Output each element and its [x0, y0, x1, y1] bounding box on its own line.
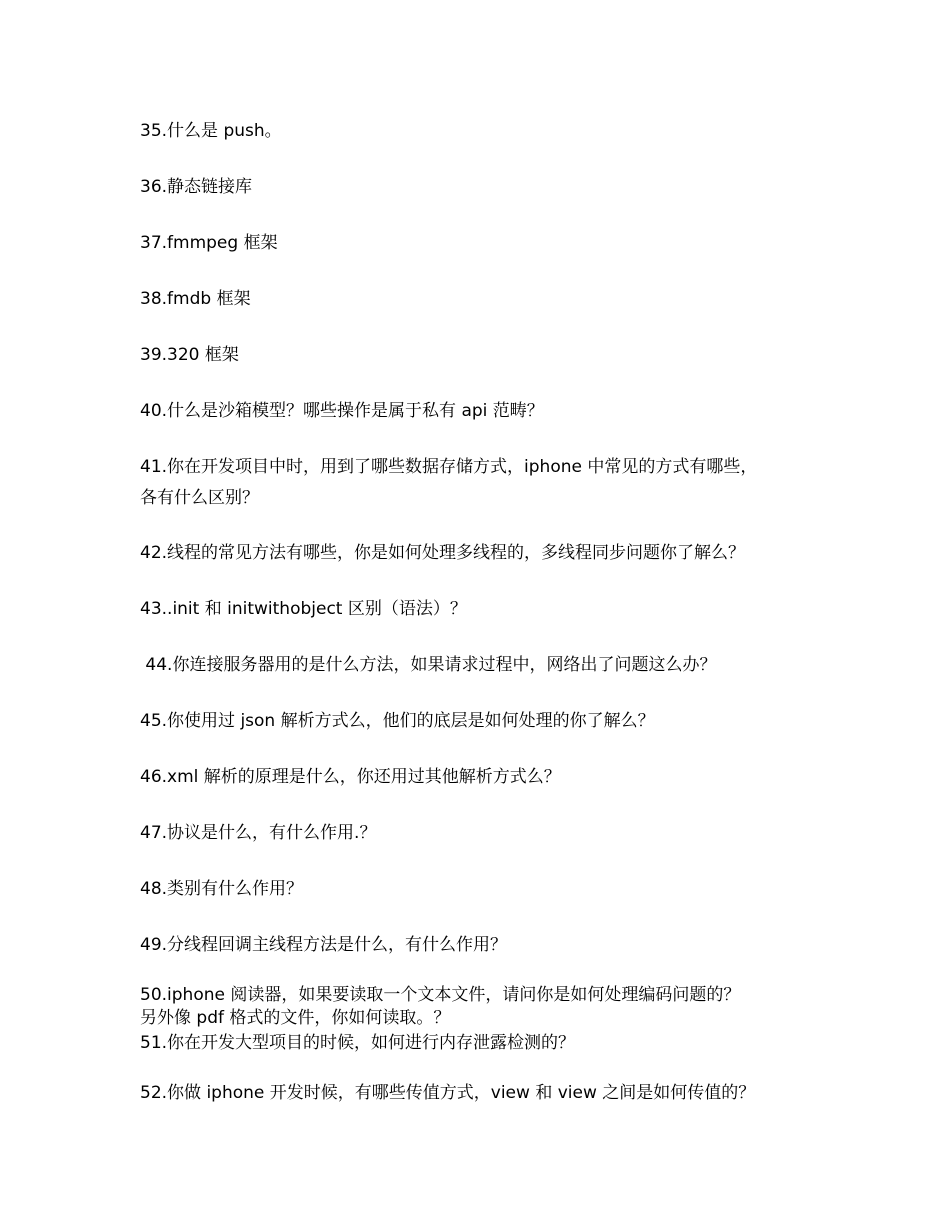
- question-46: 46.xml 解析的原理是什么，你还用过其他解析方式么？: [140, 767, 561, 787]
- question-38: 38.fmdb 框架: [140, 289, 251, 309]
- question-35: 35.什么是 push。: [140, 121, 282, 141]
- question-39: 39.320 框架: [140, 345, 239, 365]
- question-45: 45.你使用过 json 解析方式么，他们的底层是如何处理的你了解么？: [140, 711, 655, 731]
- question-40: 40.什么是沙箱模型？哪些操作是属于私有 api 范畴？: [140, 401, 544, 421]
- question-41-line-2: 各有什么区别？: [140, 488, 259, 508]
- question-42: 42.线程的常见方法有哪些，你是如何处理多线程的，多线程同步问题你了解么？: [140, 543, 746, 563]
- question-41-line-1: 41.你在开发项目中时，用到了哪些数据存储方式，iphone 中常见的方式有哪些，: [140, 457, 758, 477]
- question-47: 47.协议是什么，有什么作用.？: [140, 823, 377, 843]
- question-48: 48.类别有什么作用？: [140, 879, 304, 899]
- question-37: 37.fmmpeg 框架: [140, 233, 278, 253]
- question-50-line-2: 另外像 pdf 格式的文件，你如何读取。？: [140, 1008, 451, 1028]
- question-52: 52.你做 iphone 开发时候，有哪些传值方式，view 和 view 之间是如何传值的？: [140, 1083, 756, 1103]
- question-44: 44.你连接服务器用的是什么方法，如果请求过程中，网络出了问题这么办？: [140, 655, 717, 675]
- question-36: 36.静态链接库: [140, 177, 253, 197]
- question-49: 49.分线程回调主线程方法是什么，有什么作用？: [140, 935, 508, 955]
- question-50-line-1: 50.iphone 阅读器，如果要读取一个文本文件，请问你是如何处理编码问题的？: [140, 985, 741, 1005]
- question-51: 51.你在开发大型项目的时候，如何进行内存泄露检测的？: [140, 1033, 576, 1053]
- question-43: 43..init 和 initwithobject 区别（语法）？: [140, 599, 467, 619]
